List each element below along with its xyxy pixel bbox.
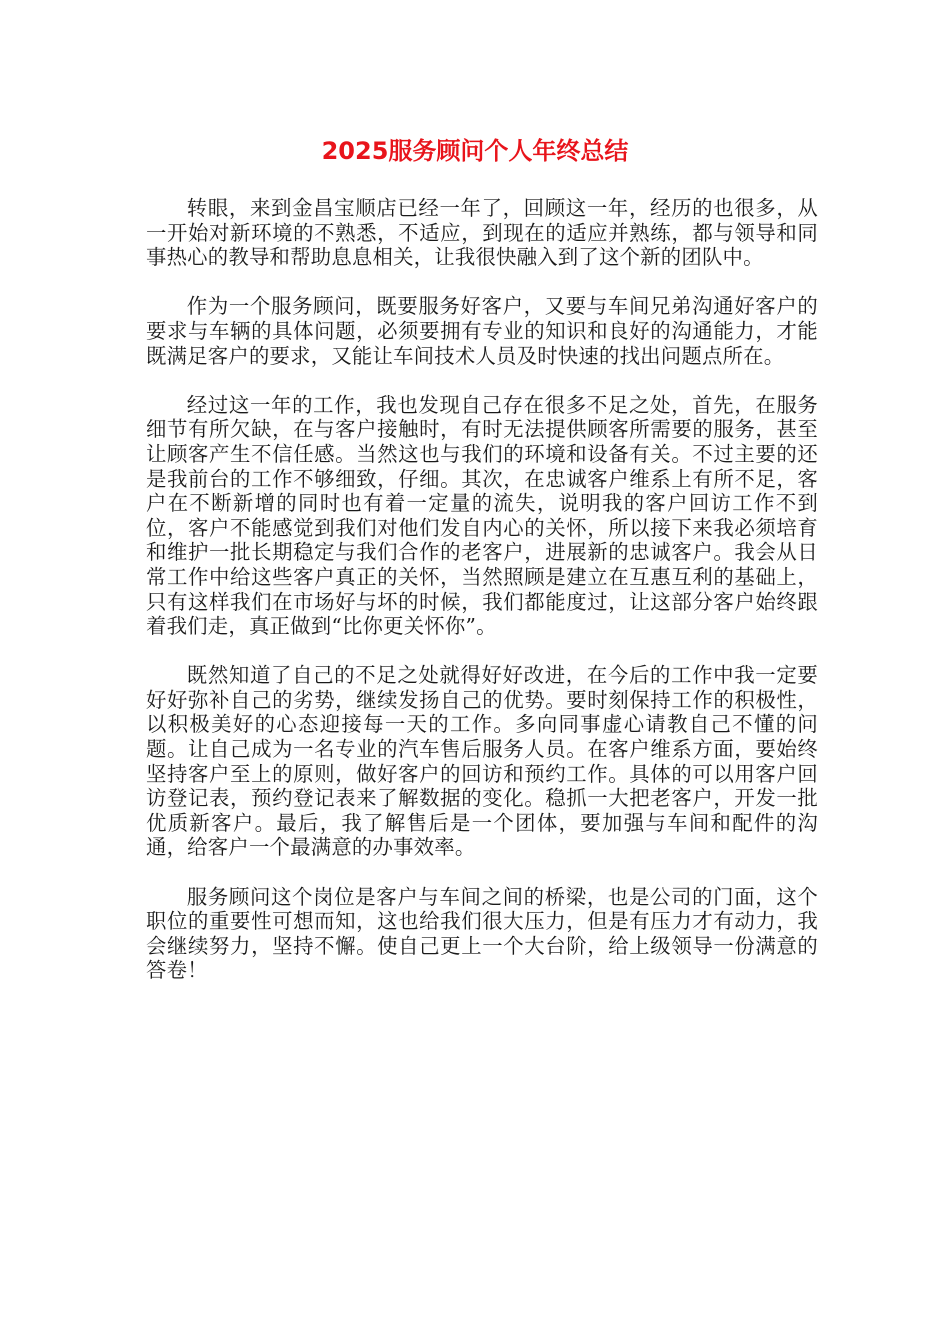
document-title: 2025服务顾问个人年终总结 bbox=[321, 137, 629, 165]
paragraph-4: 既然知道了自己的不足之处就得好好改进，在今后的工作中我一定要好好弥补自己的劣势，继续发扬自己的优势。要时刻保持工作的积极性，以积极美好的心态迎接每一天的工作。多向同事虚心请教自己不懂的问题。让自己成为一名专业的汽车售后服务人员。在客户维系方面，要始终坚持客户至上的原则，做好客户的回访和预约工作。具体的可以用客户回访登记表，预约登记表来了解数据的变化。稳抓一大把老客户，开发一批优质新客户。最后，我了解售后是一个团体，要加强与车间和配件的沟通，给客户一个最满意的办事效率。 bbox=[146, 663, 818, 860]
paragraph-3: 经过这一年的工作，我也发现自己存在很多不足之处，首先，在服务细节有所欠缺，在与客户接触时，有时无法提供顾客所需要的服务，甚至让顾客产生不信任感。当然这也与我们的环境和设备有关。不过主要的还是我前台的工作不够细致，仔细。其次，在忠诚客户维系上有所不足，客户在不断新增的同时也有着一定量的流失，说明我的客户回访工作不到位，客户不能感觉到我们对他们发自内心的关怀，所以接下来我必须培育和维护一批长期稳定与我们合作的老客户，进展新的忠诚客户。我会从日常工作中给这些客户真正的关怀，当然照顾是建立在互惠互利的基础上，只有这样我们在市场好与坏的时候，我们都能度过，让这部分客户始终跟着我们走，真正做到“比你更关怀你”。 bbox=[146, 392, 818, 639]
paragraph-5: 服务顾问这个岗位是客户与车间之间的桥梁，也是公司的门面，这个职位的重要性可想而知，这也给我们很大压力，但是有压力才有动力，我会继续努力，坚持不懈。使自己更上一个大台阶，给上级领导一份满意的答卷！ bbox=[146, 884, 818, 983]
document-body bbox=[146, 196, 818, 1008]
paragraph-2: 作为一个服务顾问，既要服务好客户，又要与车间兄弟沟通好客户的要求与车辆的具体问题，必须要拥有专业的知识和良好的沟通能力，才能既满足客户的要求，又能让车间技术人员及时快速的找出问题点所在。 bbox=[146, 294, 818, 368]
paragraph-1: 转眼，来到金昌宝顺店已经一年了，回顾这一年，经历的也很多，从一开始对新环境的不熟悉，不适应，到现在的适应并熟练，都与领导和同事热心的教导和帮助息息相关，让我很快融入到了这个新的团队中。 bbox=[146, 196, 818, 270]
